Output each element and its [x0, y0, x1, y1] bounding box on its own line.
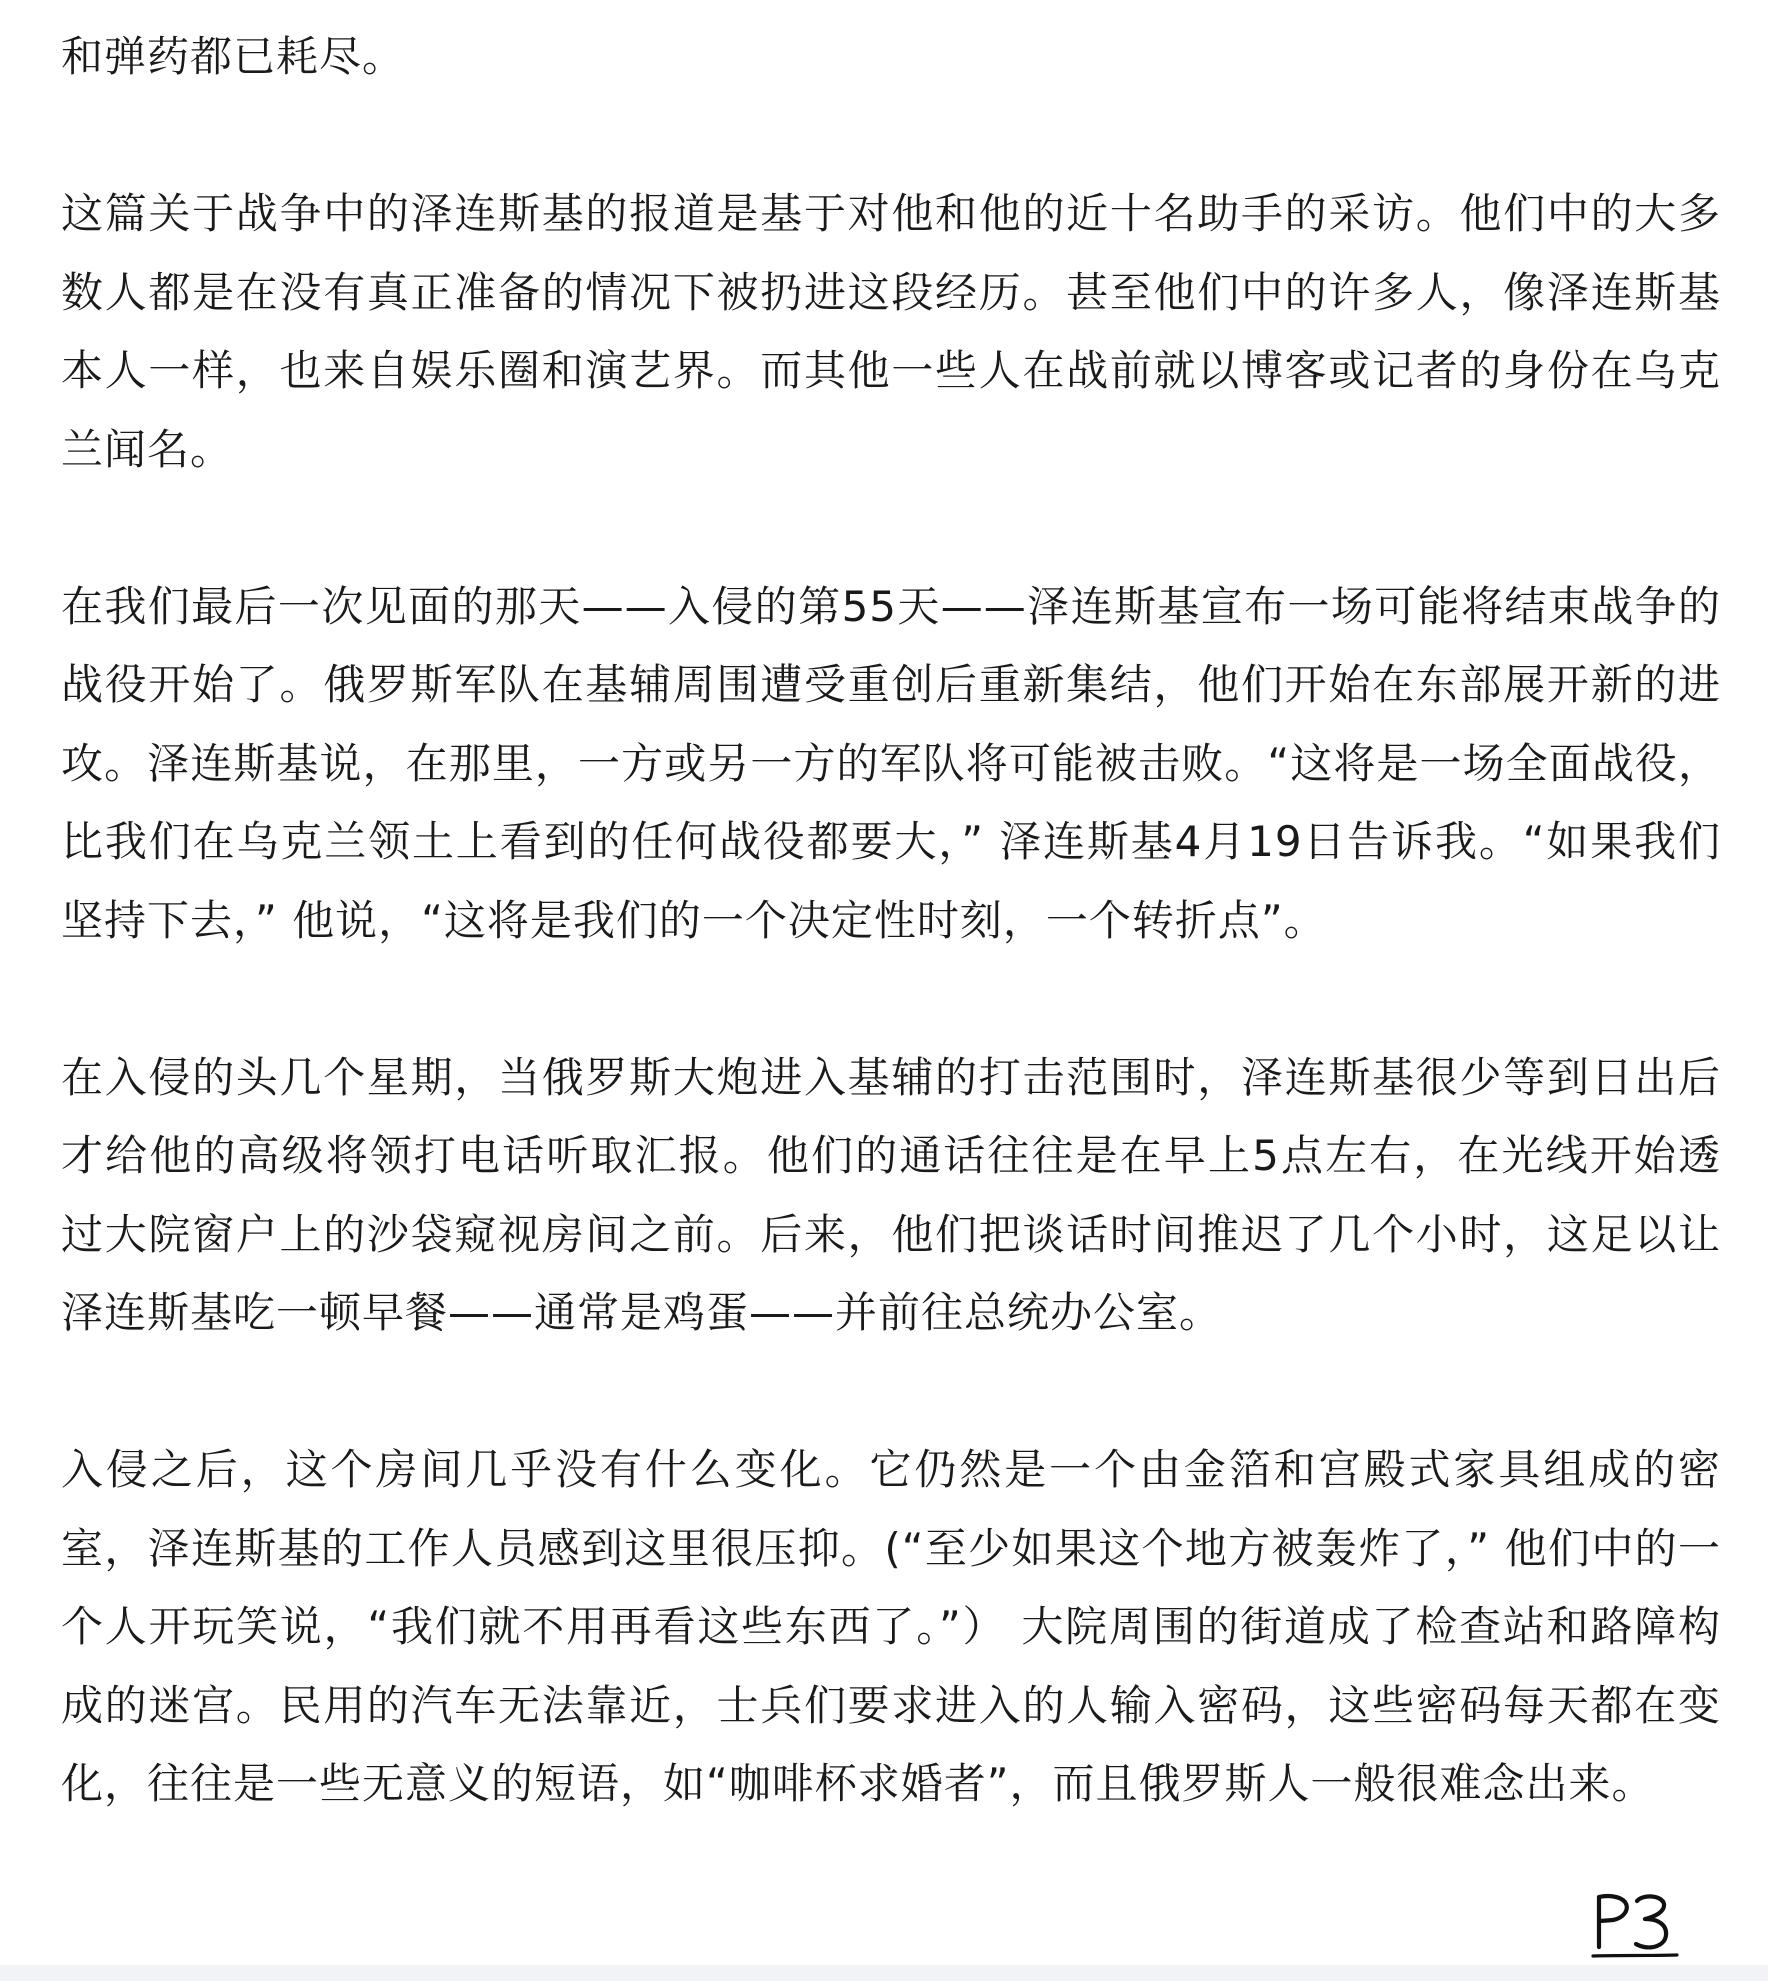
article-body — [61, 18, 1721, 1824]
handwritten-p3-icon — [1590, 1890, 1680, 1960]
paragraph-2: 这篇关于战争中的泽连斯基的报道是基于对他和他的近十名助手的采访。他们中的大多数人都是在没有真正准备的情况下被扔进这段经历。甚至他们中的许多人，像泽连斯基本人一样，也来自娱乐圈和演艺界。而其他一些人在战前就以博客或记者的身份在乌克兰闻名。 — [61, 189, 1721, 474]
paragraph-1: 和弹药都已耗尽。 — [61, 32, 406, 81]
paragraph-3: 在我们最后一次见面的那天——入侵的第55天——泽连斯基宣布一场可能将结束战争的战役开始了。俄罗斯军队在基辅周围遭受重创后重新集结，他们开始在东部展开新的进攻。泽连斯基说，在那里，一方或另一方的军队将可能被击败。“这将是一场全面战役，比我们在乌克兰领土上看到的任何战役都要大，” 泽连斯基4月19日告诉我。“如果我们坚持下去，” 他说，“这将是我们的一个决定性时刻，一个转折点”。 — [61, 581, 1721, 945]
paragraph-4: 在入侵的头几个星期，当俄罗斯大炮进入基辅的打击范围时，泽连斯基很少等到日出后才给他的高级将领打电话听取汇报。他们的通话往往是在早上5点左右，在光线开始透过大院窗户上的沙袋窥视房间之前。后来，他们把谈话时间推迟了几个小时，这足以让泽连斯基吃一顿早餐——通常是鸡蛋——并前往总统办公室。 — [61, 1052, 1721, 1337]
page-number-text — [1590, 1960, 1591, 1961]
bottom-band — [0, 1965, 1768, 1981]
page-number-handwritten — [1590, 1890, 1680, 1960]
paragraph-5: 入侵之后，这个房间几乎没有什么变化。它仍然是一个由金箔和宫殿式家具组成的密室，泽连斯基的工作人员感到这里很压抑。(“至少如果这个地方被轰炸了，” 他们中的一个人开玩笑说，“我们就不用再看这些东西了。”） 大院周围的街道成了检查站和路障构成的迷宫。民用的汽车无法靠近，士兵们要求进入的人输入密码，这些密码每天都在变化，往往是一些无意义的短语，如“咖啡杯求婚者”，而且俄罗斯人一般很难念出来。 — [61, 1445, 1721, 1808]
